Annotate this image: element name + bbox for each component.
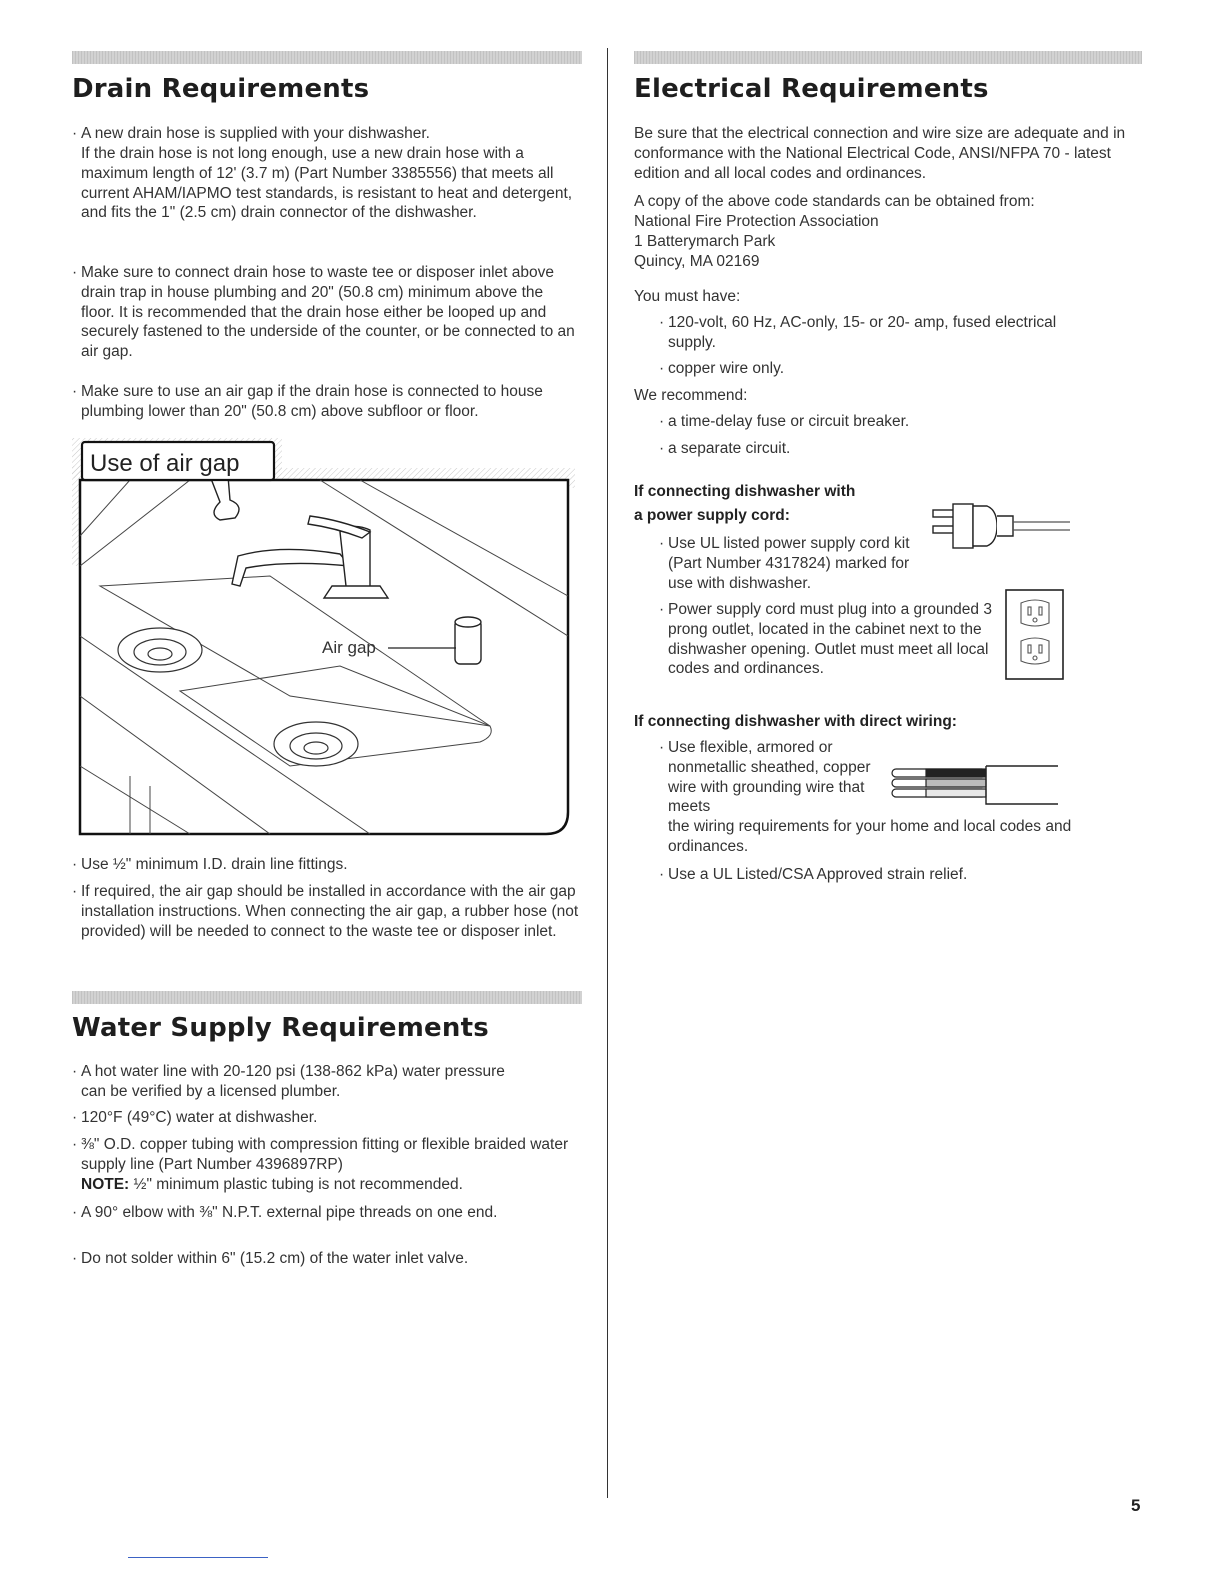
drain-bullet-1-detail: If the drain hose is not long enough, use a new drain hose with a maximum length of 12' (3.7 m) (Part Number 3385556) that meets all current AHAM/IAPMO test standards, is resistant to heat and detergent, and fits the 1" (2.5 cm) drain connector of the dishwasher. <box>81 145 573 222</box>
direct-wiring-heading: If connecting dishwasher with direct wiring: <box>634 713 957 730</box>
electrical-intro: Be sure that the electrical connection and wire size are adequate and in conformance with the National Electrical Code, ANSI/NFPA 70 - latest edition and all local codes and ordinances. <box>634 125 1126 182</box>
address-line-2: 1 Batterymarch Park <box>634 233 776 250</box>
code-source-text: A copy of the above code standards can be obtained from: <box>634 193 1035 210</box>
water-bullet-3-text: ⅜" O.D. copper tubing with compression fitting or flexible braided water supply line (Part Number 4396897RP) <box>81 1136 569 1173</box>
note-label: NOTE: <box>81 1175 130 1193</box>
air-gap-label: Air gap <box>322 638 376 657</box>
direct-wiring-item-1-part-2: the wiring requirements for your home and local codes and ordinances. <box>668 818 1072 855</box>
column-divider <box>607 48 608 1498</box>
figure-title: Use of air gap <box>90 450 240 477</box>
drain-bullet-2: · Make sure to connect drain hose to waste tee or disposer inlet above drain trap in house plumbing and 20" (50.8 cm) minimum above the floor. It is recommended that the drain hose either be looped up and securely fastened to the underside of the counter, or be connected to an air gap. <box>72 263 581 362</box>
section-header-bar <box>72 51 582 64</box>
must-have-label: You must have: <box>634 288 741 305</box>
recommend-item-1: · a time-delay fuse or circuit breaker. <box>659 412 1068 432</box>
drain-bullet-5: · If required, the air gap should be installed in accordance with the air gap installation instructions. When connecting the air gap, a rubber hose (not provided) will be needed to connect to the waste tee or disposer inlet. <box>72 882 586 941</box>
cord-heading: If connecting dishwasher with a power supply cord: <box>634 483 856 524</box>
drain-bullet-4: · Use ½" minimum I.D. drain line fittings. <box>72 855 581 875</box>
air-gap-illustration <box>70 436 580 846</box>
section-header-bar <box>634 51 1142 64</box>
cord-item-1: · Use UL listed power supply cord kit (Part Number 4317824) marked for use with dishwasher. <box>659 534 930 593</box>
address-line-1: National Fire Protection Association <box>634 213 879 230</box>
water-bullet-1: · A hot water line with 20-120 psi (138-862 kPa) water pressure can be verified by a licensed plumber. <box>72 1062 511 1102</box>
drain-bullet-3: · Make sure to use an air gap if the drain hose is connected to house plumbing lower than 20" (50.8 cm) above subfloor or floor. <box>72 382 591 422</box>
must-have-item-2: · copper wire only. <box>659 359 1068 379</box>
water-bullet-3 <box>72 1135 571 1194</box>
direct-wiring-item-2: · Use a UL Listed/CSA Approved strain relief. <box>659 865 1128 885</box>
direct-wiring-item-1-part-1: · Use flexible, armored or nonmetallic sheathed, copper wire with grounding wire that meets <box>668 739 871 816</box>
outlet-illustration <box>1005 589 1065 681</box>
power-cord-plug-illustration <box>925 500 1075 552</box>
water-title: Water Supply Requirements <box>72 1013 489 1043</box>
recommend-label: We recommend: <box>634 387 748 404</box>
water-bullet-5: · Do not solder within 6" (15.2 cm) of the water inlet valve. <box>72 1249 581 1269</box>
sheathed-wire-illustration <box>888 762 1068 808</box>
address-line-3: Quincy, MA 02169 <box>634 253 760 270</box>
water-bullet-2: · 120°F (49°C) water at dishwasher. <box>72 1108 511 1128</box>
section-header-bar <box>72 991 582 1004</box>
electrical-title: Electrical Requirements <box>634 74 989 104</box>
drain-title: Drain Requirements <box>72 74 370 104</box>
note-text: ½" minimum plastic tubing is not recommended. <box>133 1175 463 1193</box>
water-bullet-4: · A 90° elbow with ⅜" N.P.T. external pipe threads on one end. <box>72 1203 521 1223</box>
recommend-item-2: · a separate circuit. <box>659 439 1068 459</box>
footer-line <box>128 1557 268 1558</box>
drain-bullet-1: · A new drain hose is supplied with your dishwasher. <box>72 124 581 144</box>
page-number: 5 <box>1131 1496 1141 1515</box>
must-have-item-1: · 120-volt, 60 Hz, AC-only, 15- or 20- amp, fused electrical supply. <box>659 313 1108 353</box>
cord-item-2: · Power supply cord must plug into a grounded 3 prong outlet, located in the cabinet next to the dishwasher opening. Outlet must meet all local codes and ordinances. <box>659 600 998 679</box>
